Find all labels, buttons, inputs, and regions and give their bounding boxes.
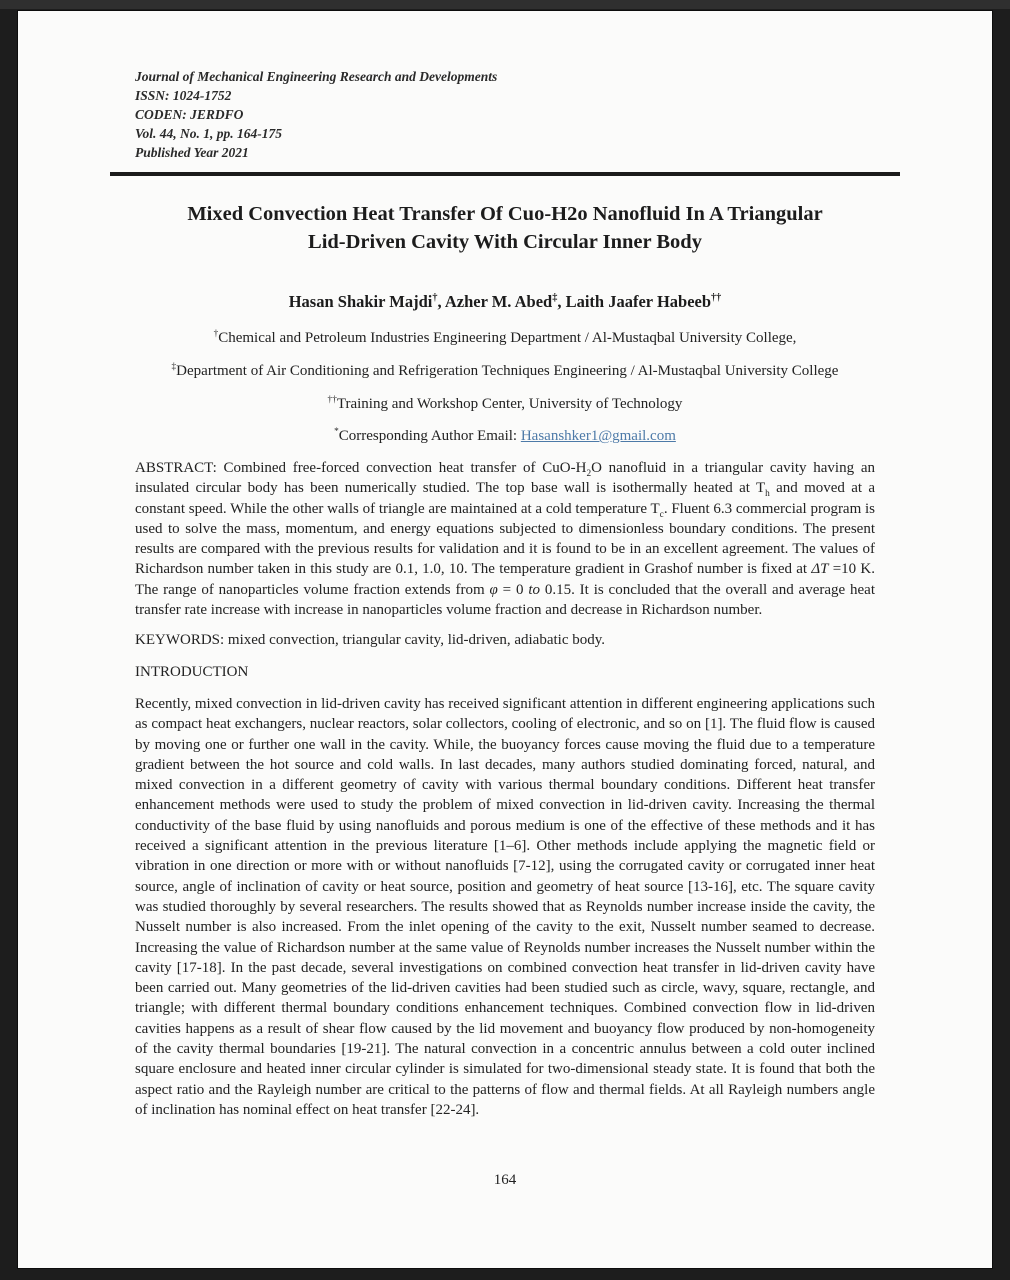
journal-volume-pages: Vol. 44, No. 1, pp. 164-175 — [135, 126, 283, 141]
footnote-mark: 2 — [586, 469, 592, 479]
journal-issn: ISSN: 1024-1752 — [135, 88, 232, 103]
document-page — [18, 11, 992, 1268]
text-segment: =10 K. The range of nanoparticles volume fraction extends from — [135, 561, 876, 598]
affiliation-3 — [135, 394, 875, 414]
journal-coden: CODEN: JERDFO — [135, 107, 244, 122]
journal-published-year: Published Year 2021 — [135, 145, 249, 160]
journal-name: Journal of Mechanical Engineering Research and Developments — [135, 69, 498, 84]
affiliation-2 — [135, 361, 875, 381]
paper-title-line1: Mixed Convection Heat Transfer Of Cuo-H2o Nanofluid In A Triangular — [187, 203, 823, 225]
text-segment: Chemical and Petroleum Industries Engineering Department / Al-Mustaqbal University College, — [218, 330, 797, 346]
keywords-line: KEYWORDS: mixed convection, triangular cavity, lid-driven, adiabatic body. — [135, 632, 606, 649]
page-content — [18, 11, 992, 1120]
footnote-mark: ‡ — [171, 362, 177, 372]
footnote-mark: c — [659, 509, 664, 520]
header-divider — [110, 172, 900, 176]
text-segment: Training and Workshop Center, University of Technology — [336, 396, 683, 412]
footnote-mark: † — [432, 292, 438, 304]
text-segment: ΔT — [811, 561, 829, 578]
text-segment: ABSTRACT: Combined free-forced convection heat transfer of CuO-H — [135, 460, 587, 476]
text-segment: Corresponding Author Email: — [338, 428, 521, 444]
paper-title — [135, 200, 875, 256]
footnote-mark: †† — [711, 292, 722, 304]
text-segment: φ — [489, 581, 498, 598]
journal-header — [135, 11, 875, 162]
email-link[interactable]: Hasanshker1@gmail.com — [520, 428, 676, 444]
text-segment: = 0 — [497, 581, 529, 598]
text-segment: , Laith Jaafer Habeeb — [557, 292, 712, 311]
text-segment: 0.15. It is concluded that the overall and average heat transfer rate increase with increase in nanoparticles volume fraction and decrease in Richardson number. — [135, 581, 875, 619]
footnote-mark: * — [334, 427, 339, 437]
affiliation-1 — [135, 328, 875, 348]
footnote-mark: †† — [327, 395, 337, 405]
authors-line — [135, 290, 875, 314]
footnote-mark: † — [213, 329, 219, 339]
text-segment: . Fluent 6.3 commercial program is used to solve the mass, momentum, and energy equations subjected to dimensionless boundary conditions. The present results are compared with the previous results for validation and it is found to be in an excellent agreement. The values of Richardson number taken in this study are 0.1, 1.0, 10. The temperature gradient in Grashof number is fixed at — [135, 500, 876, 578]
text-segment: and moved at a constant speed. While the other walls of triangle are maintained at a cold temperature T — [135, 480, 875, 517]
window-top-edge — [0, 0, 1010, 9]
footnote-mark: h — [765, 489, 770, 500]
corresponding-author-line — [135, 426, 875, 446]
abstract-paragraph — [135, 458, 875, 620]
text-segment: O nanofluid in a triangular cavity having an insulated circular body has been numerically studied. The top base wall is isothermally heated at T — [135, 460, 875, 497]
text-segment: , Azher M. Abed — [437, 292, 553, 311]
introduction-heading: INTRODUCTION — [135, 663, 249, 680]
page-number: 164 — [493, 1172, 517, 1188]
text-segment: to — [528, 581, 540, 598]
introduction-paragraph: Recently, mixed convection in lid-driven cavity has received significant attention in different engineering applications such as compact heat exchangers, nuclear reactors, solar collectors, cooling of electronic, and so on [1]. The fluid flow is caused by moving one or further one wall in the cavity. While, the buoyancy forces cause moving the fluid due to a temperature gradient between the hot source and cold walls. In last decades, many authors studied dominating forced, natural, and mixed convection in a different geometry of cavity with various thermal boundary conditions. Different heat transfer enhancement methods were used to study the problem of mixed convection in lid-driven cavity. Increasing the thermal conductivity of the base fluid by using nanofluids and porous medium is one of the effective of these methods and it has received a significant attention in the previous literature [1–6]. Other methods include applying the magnetic field or vibration in one direction or more with or without nanofluids [7-12], using the corrugated cavity or corrugated inner heat source, angle of inclination of cavity or heat source, position and geometry of heat source [13-16], etc. The square cavity was studied thoroughly by several researchers. The results showed that as Reynolds number increase inside the cavity, the Nusselt number is also increased. From the inlet opening of the cavity to the exit, Nusselt number seamed to decrease. Increasing the value of Richardson number at the same value of Reynolds number increases the Nusselt number within the cavity [17-18]. In the past decade, several investigations on combined convection heat transfer in lid-driven cavity have been carried out. Many geometries of the lid-driven cavities had been studied such as circle, wavy, square, rectangle, and triangle; with different thermal boundary conditions enhancement techniques. Combined convection flow in lid-driven cavities happens as a result of shear flow caused by the lid movement and buoyancy flow produced by non-homogeneity of the cavity thermal boundaries [19-21]. The natural convection in a concentric annulus between a cold outer inclined square enclosure and heated inner circular cylinder is simulated for two-dimensional steady state. It is found that both the aspect ratio and the Rayleigh number are critical to the patterns of flow and thermal fields. At all Rayleigh numbers angle of inclination has nominal effect on heat transfer [22-24]. — [135, 695, 875, 1118]
paper-title-line2: Lid-Driven Cavity With Circular Inner Body — [308, 231, 702, 253]
footnote-mark: ‡ — [552, 292, 558, 304]
text-segment: Hasan Shakir Majdi — [288, 292, 433, 311]
text-segment: Department of Air Conditioning and Refrigeration Techniques Engineering / Al-Mustaqbal University College — [176, 363, 839, 379]
